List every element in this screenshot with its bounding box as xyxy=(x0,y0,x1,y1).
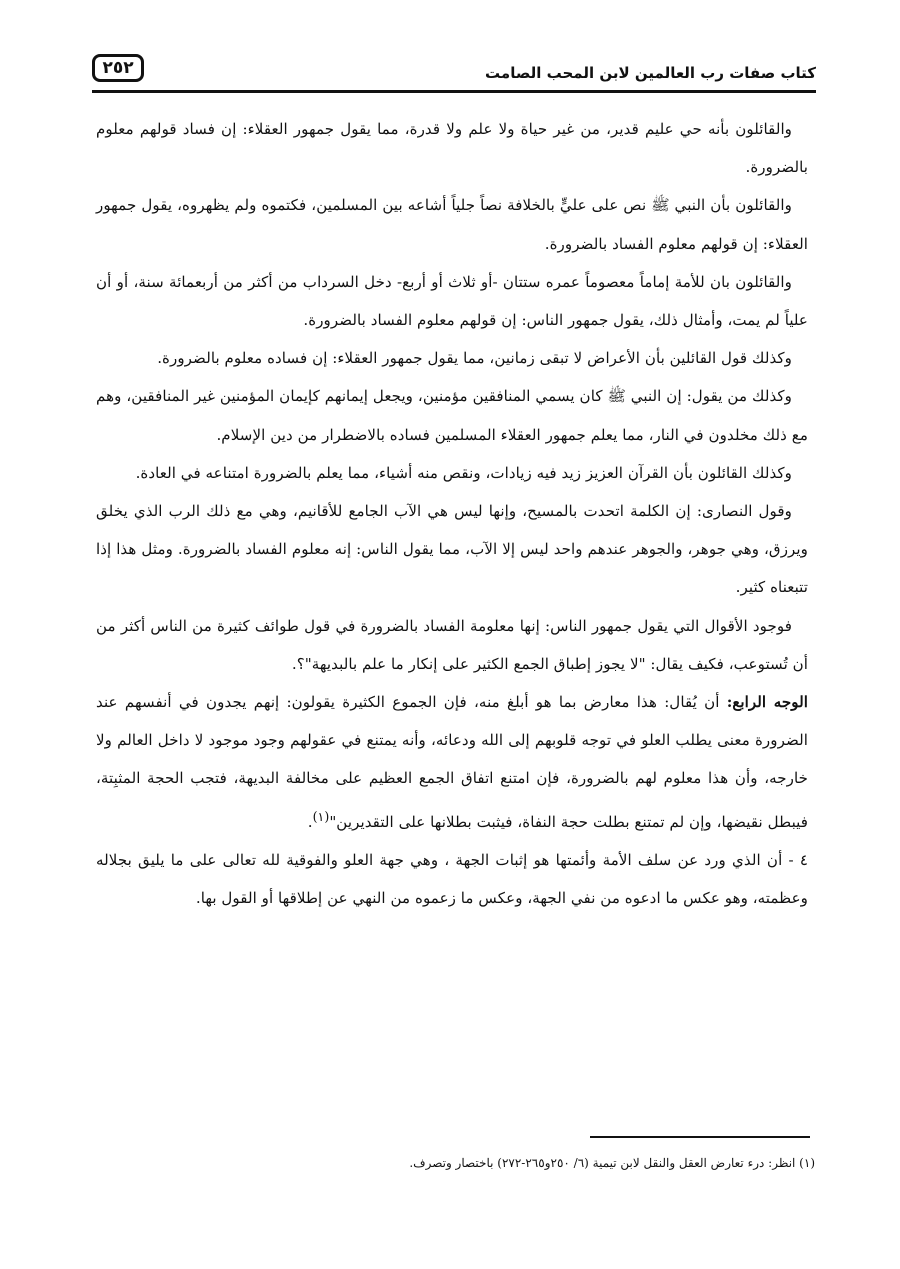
paragraph-6: وكذلك القائلون بأن القرآن العزيز زيد فيه زيادات، ونقص منه أشياء، مما يعلم بالضرورة امتناعه في العادة. xyxy=(135,463,792,482)
page-header xyxy=(92,50,816,94)
paragraph-point-4: ٤ - أن الذي ورد عن سلف الأمة وأئمتها هو إثبات الجهة ، وهي جهة العلو والفوقية لله تعالى على ما يليق بجلاله وعظمته، وهو عكس ما ادعوه من نفي الجهة، وعكس ما زعموه من النهي عن إطلاقها أو القول بها. xyxy=(96,850,808,908)
paragraph-5: وكذلك من يقول: إن النبي ﷺ كان يسمي المنافقين مؤمنين، ويجعل إيمانهم كإيمان المؤمنين غير المنافقين، وهم مع ذلك مخلدون في النار، مما يعلم جمهور العقلاء المسلمين فساده بالاضطرار من دين الإسلام. xyxy=(96,387,808,444)
paragraph-4: وكذلك قول القائلين بأن الأعراض لا تبقى زمانين، مما يقول جمهور العقلاء: إن فساده معلوم بالضرورة. xyxy=(157,349,792,368)
paragraph-1: والقائلون بأنه حي عليم قدير، من غير حياة ولا علم ولا قدرة، مما يقول جمهور العقلاء: إن فساد قولهم معلوم بالضرورة. xyxy=(96,120,808,177)
book-title: كتاب صفات رب العالمين لابن المحب الصامت xyxy=(485,64,816,82)
body-text xyxy=(96,110,808,917)
fourth-aspect-text: أن يُقال: هذا معارض بما هو أبلغ منه، فإن الجموع الكثيرة يقولون: إنهم يجدون في أنفسهم عند الضرورة معنى يطلب العلو في توجه قلوبهم إلى الله ودعائه، وأنه يمتنع في عقولهم وجود موجود لا داخل العالم ولا خارجه، وأن هذا معلوم لهم بالضرورة، فإن امتنع اتفاق الجمع العظيم على مخالفة البديهة، فتجب الحجة المثبِتة، فيبطل نقيضها، وإن لم تمتنع بطلت حجة النفاة، فيثبت بطلانها على التقديرين" xyxy=(96,693,808,831)
paragraph-3: والقائلون بان للأمة إماماً معصوماً عمره ستتان -أو ثلاث أو أربع- دخل السرداب من أكثر من أربعمائة سنة، أو أن علياً لم يمت، وأمثال ذلك، يقول جمهور الناس: إن قولهم معلوم الفساد بالضرورة. xyxy=(96,272,808,330)
footnote-ref: (١) xyxy=(312,808,330,824)
header-rule xyxy=(92,90,816,93)
paragraph-2: والقائلون بأن النبي ﷺ نص على عليٍّ بالخلافة نصاً جلياً أشاعه بين المسلمين، فكتموه ولم يظهروه، يقول جمهور العقلاء: إن قولهم معلوم الفساد بالضرورة. xyxy=(96,196,808,253)
page-number: ٢٥٢ xyxy=(92,54,144,82)
footnote: (١) انظر: درء تعارض العقل والنقل لابن تيمية (٦/ ٢٥٠و٢٦٥-٢٧٢) باختصار وتصرف. xyxy=(409,1156,815,1170)
footnote-separator xyxy=(590,1136,810,1138)
paragraph-7: وقول النصارى: إن الكلمة اتحدت بالمسيح، وإنها ليس هي الآب الجامع للأقانيم، وهي مع ذلك الرب الذي يخلق ويرزق، وهي جوهر، والجوهر عندهم واحد ليس إلا الآب، مما يقول الناس: إنه معلوم الفساد بالضرورة. ومثل هذا إذا تتبعناه كثير. xyxy=(96,502,808,597)
fourth-aspect-label: الوجه الرابع: xyxy=(726,693,808,712)
fourth-aspect-end: . xyxy=(307,812,313,831)
paragraph-fourth-aspect xyxy=(96,683,808,841)
paragraph-8: فوجود الأقوال التي يقول جمهور الناس: إنها معلومة الفساد بالضرورة في قول طوائف كثيرة من الناس أكثر من أن تُستوعب، فكيف يقال: "لا يجوز إطباق الجمع الكثير على إنكار ما علم بالبديهة"؟. xyxy=(96,616,808,673)
